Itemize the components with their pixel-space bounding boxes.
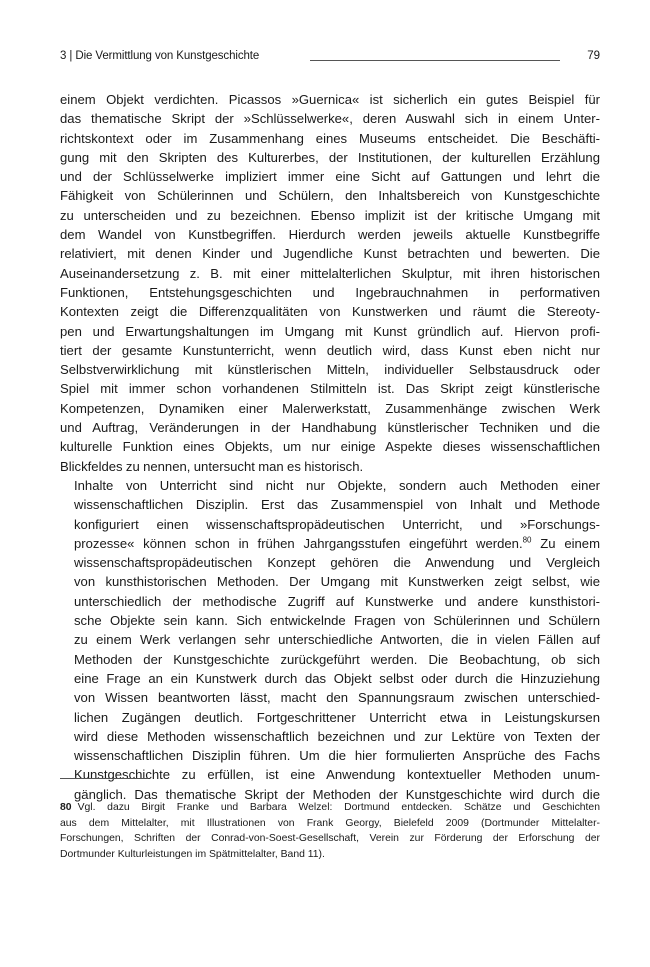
text-line: Selbstverwirklichung mit künstlerischen Mitteln, individueller Selbstausdruck oder — [60, 362, 600, 378]
text-line: wissenschaftspropädeutischen Konzept gehören die Anwendung und Vergleich — [74, 555, 600, 571]
footnote-reference[interactable]: 80 — [522, 535, 532, 545]
paragraph-2 — [60, 476, 600, 804]
text-line: einem Objekt verdichten. Picassos »Guernica« ist sicherlich ein gutes Beispiel für — [60, 92, 600, 107]
text-line: von kunsthistorischen Methoden. Der Umgang mit Kunstwerken zeigt selbst, wie — [74, 574, 600, 590]
text-line: sche Objekte sein kann. Sich entwickelnde Fragen von Schülerinnen und Schülern — [74, 613, 600, 629]
text-line: zu einem Werk verlangen sehr unterschiedliche Antworten, die in vielen Fällen auf — [74, 632, 600, 648]
footnote-separator — [60, 778, 148, 779]
text-line: lichen Zugängen deutlich. Fortgeschrittener Unterricht etwa in Leistungskursen — [74, 709, 600, 725]
text-line: von Wissen beantworten lässt, macht den Spannungsraum zwischen unterschied- — [74, 690, 600, 706]
text-line: unterschiedlich der methodische Zugriff auf Kunstwerke und andere kunsthistori- — [74, 593, 600, 609]
text-line: Fähigkeit von Schülerinnen und Schülern, den Inhaltsbereich von Kunstgeschichte — [60, 188, 600, 204]
body-text — [60, 90, 600, 804]
paragraph-1 — [60, 90, 600, 476]
text-line: Kompetenzen, Dynamiken einer Malerwerkstatt, Zusammenhänge zwischen Werk — [60, 400, 600, 416]
running-title: 3 | Die Vermittlung von Kunstgeschichte — [60, 50, 260, 62]
text-line: und der Schlüsselwerke impliziert immer eine Sicht auf Gattungen und lehrt die — [60, 169, 600, 185]
text-line: eine Frage an ein Kunstwerk durch das Objekt selbst oder durch die Hinzuziehung — [74, 670, 600, 686]
text-line: konfiguriert einen wissenschaftspropädeutischen Unterricht, und »Forschungs- — [74, 516, 600, 532]
text-line: Inhalte von Unterricht sind nicht nur Objekte, sondern auch Methoden einer — [74, 477, 600, 493]
footnote-line: Dortmunder Kulturleistungen im Spätmittelalter, Band 11). — [60, 848, 325, 860]
header-rule — [310, 60, 560, 61]
text-line: relativiert, mit denen Kinder und Jugendliche Kunst betrachten und bewerten. Die — [60, 246, 600, 262]
text-line: wird diese Methoden wissenschaftlich bezeichnen und zur Lektüre von Texten der — [74, 728, 600, 744]
page-number: 79 — [587, 50, 600, 62]
text-line-with-footnote — [60, 534, 600, 553]
running-header — [60, 50, 600, 66]
text-line: pen und Erwartungshaltungen im Umgang mit Kunst gründlich auf. Hiervon profi- — [60, 323, 600, 339]
footnote-line — [60, 800, 600, 816]
text-line: wissenschaftlichen Disziplin. Erst das Zusammenspiel von Inhalt und Methode — [74, 497, 600, 513]
text-line: und Auftrag, Veränderungen in der Handhabung künstlerischer Techniken und die — [60, 420, 600, 436]
text-line: tiert der gesamte Kunstunterricht, wenn deutlich wird, dass Kunst eben nicht nur — [60, 342, 600, 358]
text-line: Kunstgeschichte zu erfüllen, ist eine Anwendung kontextueller Methoden unum- — [74, 767, 600, 783]
text-line: dem Wandel von Kunstbegriffen. Hierdurch werden jeweils aktuelle Kunstbegriffe — [60, 227, 600, 243]
text-line: das thematische Skript der »Schlüsselwerke«, deren Auswahl sich in einem Unter- — [60, 111, 600, 127]
text-line: Methoden der Kunstgeschichte zurückgeführt werden. Die Beobachtung, ob sich — [74, 651, 600, 667]
text-line: Blickfeldes zu nennen, untersucht man es historisch. — [60, 458, 364, 474]
text-segment: prozesse« können schon in frühen Jahrgangsstufen eingeführt werden. — [74, 535, 523, 551]
footnote — [60, 800, 600, 862]
text-line: kulturelle Funktion eines Objekts, um nur einige Aspekte dieses wissenschaftlichen — [60, 439, 600, 455]
text-line: Spiel mit immer schon vorhandenen Stilmitteln ist. Das Skript zeigt künstlerische — [60, 381, 600, 397]
text-line: gänglich. Das thematische Skript der Methoden der Kunstgeschichte wird durch die — [74, 786, 600, 802]
text-line: Kontexten zeigt die Differenzqualitäten von Kunstwerken und räumt die Stereoty- — [60, 304, 600, 320]
text-line: wissenschaftlichen Disziplin führen. Um die hier formulierten Ansprüche des Fachs — [74, 748, 600, 764]
text-line: Auseinandersetzung z. B. mit einer mittelalterlichen Skulptur, mit ihren historischen — [60, 265, 600, 281]
text-line: Funktionen, Entstehungsgeschichten und Ingebrauchnahmen in performativen — [60, 284, 600, 300]
text-line: richtskontext oder im Zusammenhang eines Museums entscheidet. Die Beschäfti- — [60, 130, 600, 146]
text-segment: Zu einem — [531, 535, 600, 551]
text-line: zu unterscheiden und zu bezeichnen. Ebenso implizit ist der kritische Umgang mit — [60, 207, 600, 223]
footnote-line: Forschungen, Schriften der Conrad-von-Soest-Gesellschaft, Verein zur Förderung der Erforschung der — [60, 833, 600, 844]
footnote-number: 80 — [60, 802, 72, 813]
footnote-line: aus dem Mittelalter, mit Illustrationen von Frank Georgy, Bielefeld 2009 (Dortmunder Mittelalter- — [60, 817, 600, 829]
text-line: gung mit den Skripten des Kulturerbes, der Institutionen, der kulturellen Erzählung — [60, 149, 600, 165]
footnote-text: Vgl. dazu Birgit Franke und Barbara Welzel: Dortmund entdecken. Schätze und Geschichten — [77, 802, 600, 813]
